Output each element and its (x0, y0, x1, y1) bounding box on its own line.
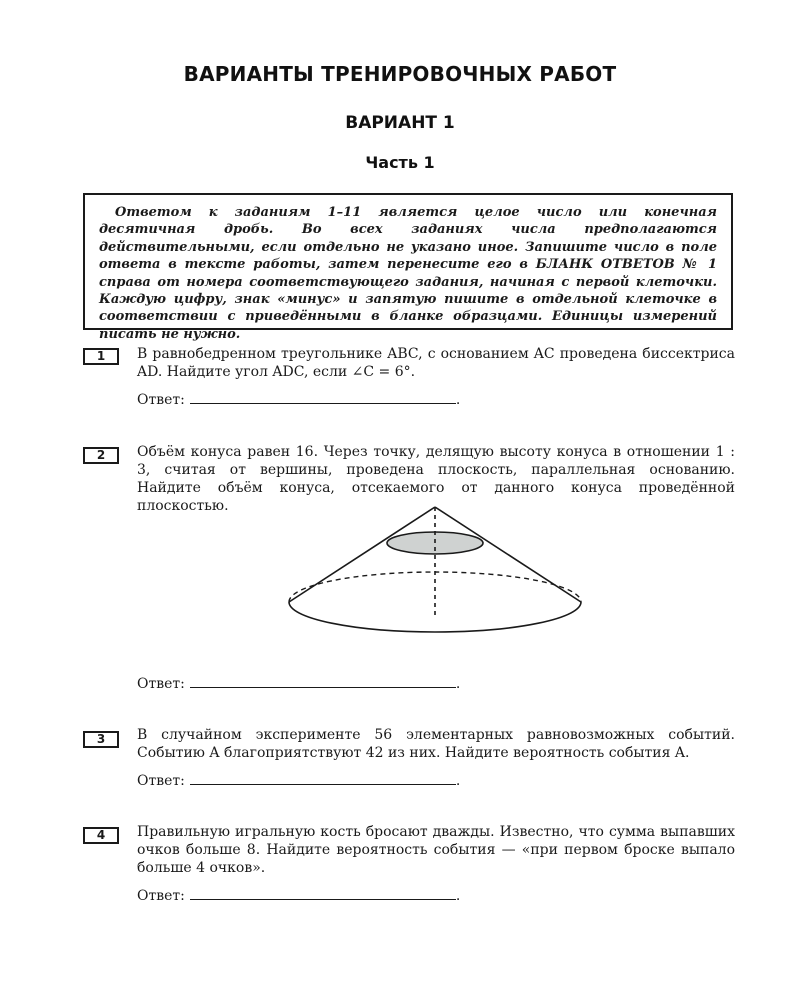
page-title: ВАРИАНТЫ ТРЕНИРОВОЧНЫХ РАБОТ (183, 62, 617, 86)
task-2-text: Объём конуса равен 16. Через точку, делящую высоту конуса в отношении 1 : 3, считая от вершины, проведена плоскость, параллельная основанию. Найдите объём конуса, отсекаемого от данного конуса проведённой плоскостью. (137, 444, 735, 514)
answer-end: . (455, 676, 461, 692)
task-number-1: 1 (83, 348, 119, 365)
task-number-4: 4 (83, 827, 119, 844)
answer-end: . (455, 888, 461, 904)
task-2-answer[interactable] (137, 675, 460, 693)
task-number-2: 2 (83, 447, 119, 464)
answer-label: Ответ: (137, 676, 185, 692)
cone-left-edge (289, 507, 435, 602)
answer-label: Ответ: (137, 773, 185, 789)
part-heading: Часть 1 (365, 153, 435, 172)
instructions-box: Ответом к заданиям 1–11 является целое число или конечная десятичная дробь. Во всех заданиях числа предполагаются действительными, если отдельно не указано иное. Запишите число в поле ответа в тексте работы, затем перенесите его в БЛАНК ОТВЕТОВ № 1 справа от номера соответствующего задания, начиная с первой клеточки. Каждую цифру, знак «минус» и запятую пишите в отдельной клеточке в соответствии с приведёнными в бланке образцами. Единицы измерений писать не нужно. (83, 193, 733, 330)
task-1-text: В равнобедренном треугольнике ABC, с основанием AC проведена биссектриса AD. Найдите угол ADC, если ∠C = 6°. (137, 346, 735, 380)
answer-end: . (455, 392, 461, 408)
task-4-answer[interactable] (137, 887, 460, 905)
answer-line[interactable] (190, 675, 456, 688)
answer-line[interactable] (190, 772, 456, 785)
task-number-3: 3 (83, 731, 119, 748)
answer-end: . (455, 773, 461, 789)
answer-label: Ответ: (137, 888, 185, 904)
answer-line[interactable] (190, 887, 456, 900)
answer-line[interactable] (190, 391, 456, 404)
task-1-answer[interactable] (137, 391, 460, 409)
task-3-answer[interactable] (137, 772, 460, 790)
answer-label: Ответ: (137, 392, 185, 408)
variant-heading: ВАРИАНТ 1 (345, 113, 455, 133)
task-4-text: Правильную игральную кость бросают дважды. Известно, что сумма выпавших очков больше 8. Найдите вероятность события — «при первом броске выпало больше 4 очков». (137, 824, 735, 876)
cone-diagram (280, 502, 590, 662)
cone-right-edge (435, 507, 581, 602)
task-3-text: В случайном эксперименте 56 элементарных равновозможных событий. Событию A благоприятствуют 42 из них. Найдите вероятность события A. (137, 727, 735, 761)
